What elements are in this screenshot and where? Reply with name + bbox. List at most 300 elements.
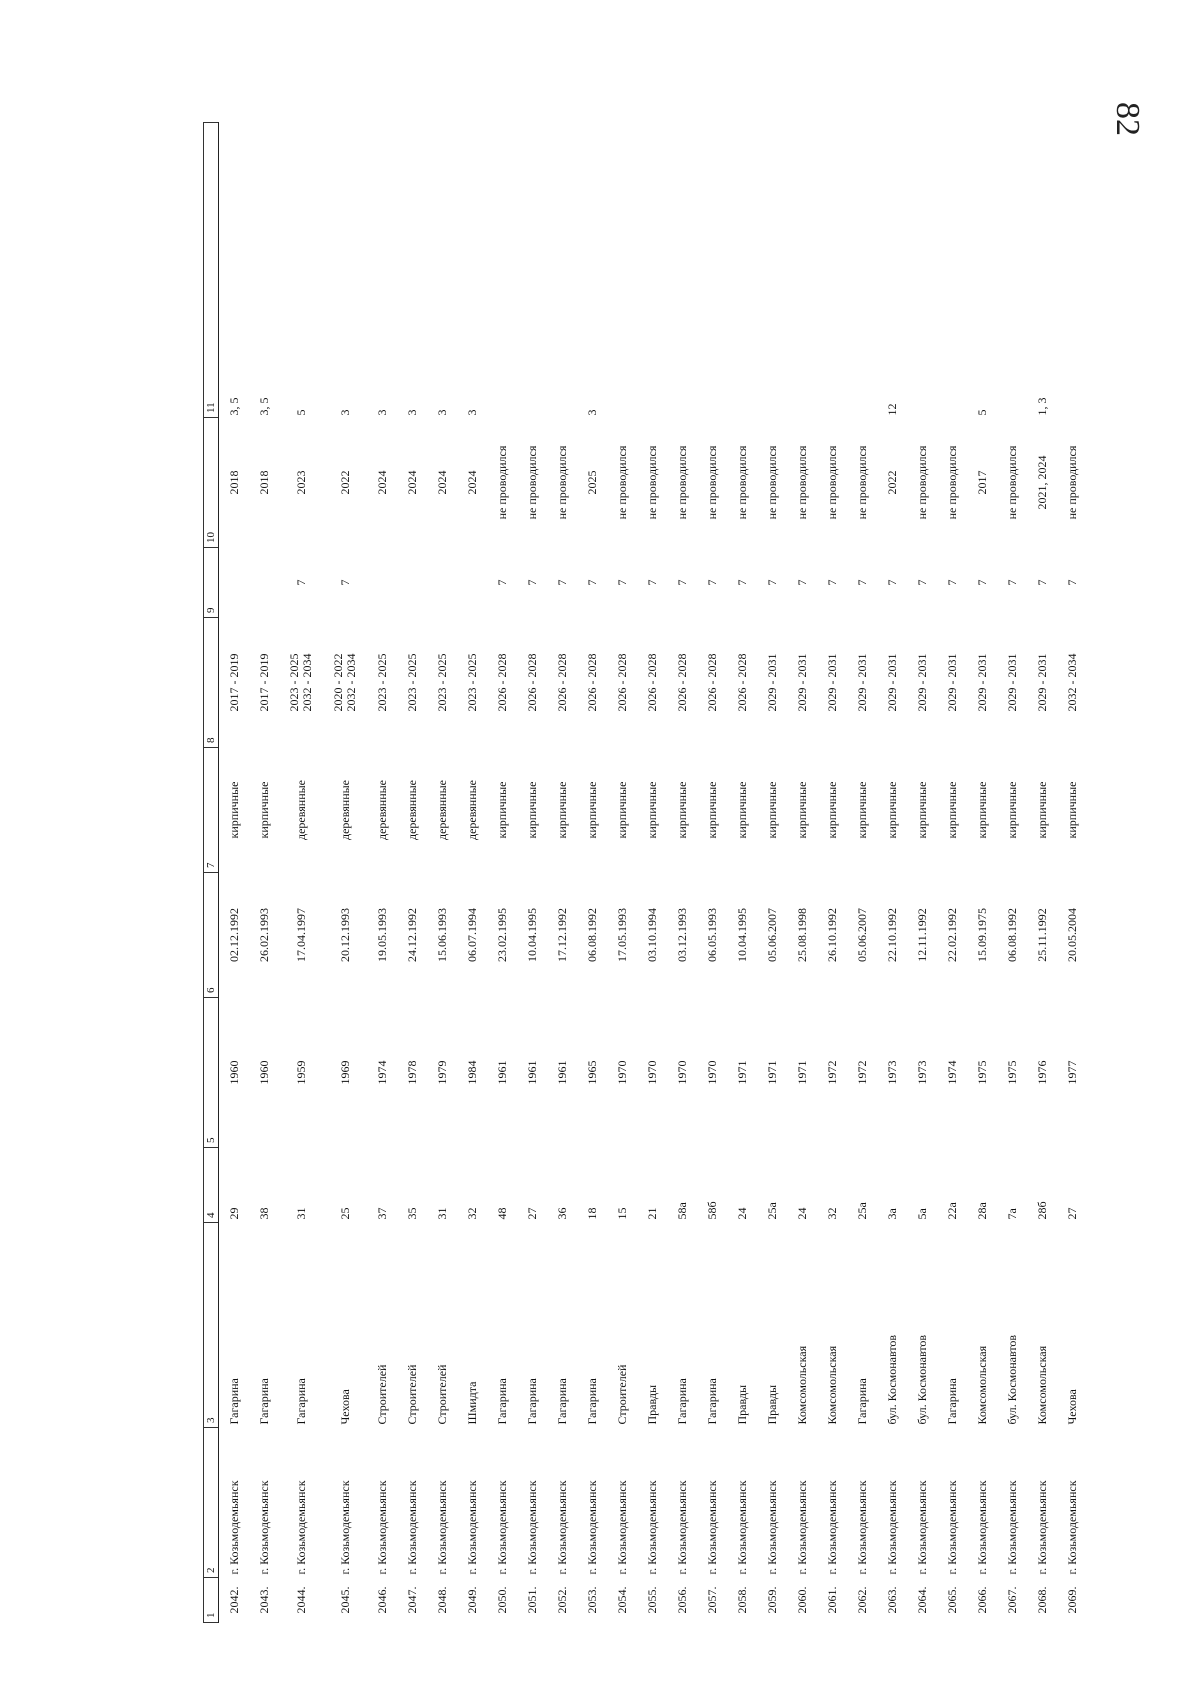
- wall-material-cell: кирпичные: [1004, 781, 1019, 839]
- repair-period-cell: 2023 - 2025: [404, 653, 419, 712]
- col-header-3: 3: [204, 1223, 219, 1428]
- row-number-cell: 2062.: [854, 1586, 869, 1614]
- col9-cell: 7: [554, 579, 569, 586]
- city-cell: г. Козьмодемьянск: [293, 1480, 308, 1575]
- date-cell: 22.02.1992: [944, 908, 959, 962]
- row-number-cell: 2050.: [494, 1586, 509, 1614]
- date-cell: 15.09.1975: [974, 908, 989, 962]
- col-header-4: 4: [204, 1148, 219, 1223]
- last-repair-cell: не проводился: [524, 445, 539, 520]
- wall-material-cell: кирпичные: [854, 781, 869, 839]
- date-cell: 17.05.1993: [614, 908, 629, 962]
- city-cell: г. Козьмодемьянск: [1034, 1480, 1049, 1575]
- last-repair-cell: не проводился: [944, 445, 959, 520]
- street-cell: Правды: [764, 1384, 779, 1425]
- row-number-cell: 2061.: [824, 1586, 839, 1614]
- house-number-cell: 35: [404, 1207, 419, 1220]
- house-number-cell: 27: [524, 1207, 539, 1220]
- repair-period-cell: 2023 - 2025 2032 - 2034: [287, 653, 314, 712]
- house-number-cell: 5а: [914, 1208, 929, 1220]
- street-cell: Гагарина: [554, 1378, 569, 1425]
- col11-cell: [637, 123, 667, 418]
- house-number-cell: 38: [256, 1207, 271, 1220]
- col-header-5: 5: [204, 998, 219, 1148]
- wall-material-cell: кирпичные: [824, 781, 839, 839]
- street-cell: Правды: [644, 1384, 659, 1425]
- col11-cell: [517, 123, 547, 418]
- last-repair-cell: 2023: [293, 470, 308, 495]
- last-repair-cell: 2022: [337, 470, 352, 495]
- row-number-cell: 2058.: [734, 1586, 749, 1614]
- build-year-cell: 1972: [854, 1060, 869, 1085]
- build-year-cell: 1973: [914, 1060, 929, 1085]
- col9-cell: 7: [764, 579, 779, 586]
- col-header-7: 7: [204, 748, 219, 873]
- street-cell: Строителей: [404, 1364, 419, 1425]
- col9-cell: [427, 548, 457, 618]
- city-cell: г. Козьмодемьянск: [914, 1480, 929, 1575]
- street-cell: Гагарина: [944, 1378, 959, 1425]
- row-number-cell: 2066.: [974, 1586, 989, 1614]
- repair-period-cell: 2026 - 2028: [494, 653, 509, 712]
- table-row: [397, 123, 427, 1623]
- build-year-cell: 1970: [644, 1060, 659, 1085]
- col9-cell: 7: [1064, 579, 1079, 586]
- house-number-cell: 29: [226, 1207, 241, 1220]
- col9-cell: 7: [293, 579, 308, 586]
- row-number-cell: 2046.: [374, 1586, 389, 1614]
- table-row: [697, 123, 727, 1623]
- house-number-cell: 22а: [944, 1202, 959, 1220]
- row-number-cell: 2060.: [794, 1586, 809, 1614]
- table-row: [323, 123, 367, 1623]
- row-number-cell: 2059.: [764, 1586, 779, 1614]
- wall-material-cell: деревянные: [404, 779, 419, 841]
- table-row: [667, 123, 697, 1623]
- col11-cell: [847, 123, 877, 418]
- table-row: [547, 123, 577, 1623]
- col-header-1: 1: [204, 1578, 219, 1623]
- city-cell: г. Козьмодемьянск: [434, 1480, 449, 1575]
- city-cell: г. Козьмодемьянск: [974, 1480, 989, 1575]
- city-cell: г. Козьмодемьянск: [854, 1480, 869, 1575]
- house-number-cell: 28б: [1034, 1201, 1049, 1220]
- house-number-cell: 31: [434, 1207, 449, 1220]
- last-repair-cell: 2017: [974, 470, 989, 495]
- col11-cell: 3: [374, 409, 389, 416]
- repair-period-cell: 2029 - 2031: [944, 653, 959, 712]
- last-repair-cell: не проводился: [704, 445, 719, 520]
- table-row: [637, 123, 667, 1623]
- col9-cell: [219, 548, 250, 618]
- build-year-cell: 1971: [764, 1060, 779, 1085]
- street-cell: Комсомольская: [974, 1345, 989, 1425]
- table-row: [727, 123, 757, 1623]
- col9-cell: 7: [974, 579, 989, 586]
- street-cell: Гагарина: [256, 1378, 271, 1425]
- row-number-cell: 2064.: [914, 1586, 929, 1614]
- col9-cell: 7: [337, 579, 352, 586]
- date-cell: 06.08.1992: [584, 908, 599, 962]
- city-cell: г. Козьмодемьянск: [884, 1480, 899, 1575]
- house-number-cell: 7а: [1004, 1208, 1019, 1220]
- date-cell: 20.05.2004: [1064, 908, 1079, 962]
- last-repair-cell: 2024: [404, 470, 419, 495]
- city-cell: г. Козьмодемьянск: [337, 1480, 352, 1575]
- col11-cell: 3, 5: [226, 397, 241, 416]
- wall-material-cell: деревянные: [293, 779, 308, 841]
- city-cell: г. Козьмодемьянск: [764, 1480, 779, 1575]
- build-year-cell: 1979: [434, 1060, 449, 1085]
- repair-period-cell: 2029 - 2031: [794, 653, 809, 712]
- last-repair-cell: не проводился: [764, 445, 779, 520]
- date-cell: 10.04.1995: [524, 908, 539, 962]
- street-cell: Гагарина: [524, 1378, 539, 1425]
- col11-cell: [817, 123, 847, 418]
- repair-period-cell: 2026 - 2028: [524, 653, 539, 712]
- street-cell: Гагарина: [584, 1378, 599, 1425]
- city-cell: г. Козьмодемьянск: [1004, 1480, 1019, 1575]
- wall-material-cell: кирпичные: [494, 781, 509, 839]
- col9-cell: 7: [614, 579, 629, 586]
- row-number-cell: 2067.: [1004, 1586, 1019, 1614]
- wall-material-cell: кирпичные: [944, 781, 959, 839]
- col11-cell: [937, 123, 967, 418]
- col11-cell: [1057, 123, 1087, 418]
- table-body: [219, 123, 1088, 1623]
- build-year-cell: 1961: [524, 1060, 539, 1085]
- last-repair-cell: не проводился: [734, 445, 749, 520]
- wall-material-cell: кирпичные: [704, 781, 719, 839]
- table-row: [249, 123, 279, 1623]
- row-number-cell: 2068.: [1034, 1586, 1049, 1614]
- city-cell: г. Козьмодемьянск: [944, 1480, 959, 1575]
- city-cell: г. Козьмодемьянск: [256, 1480, 271, 1575]
- date-cell: 25.11.1992: [1034, 908, 1049, 962]
- col9-cell: 7: [794, 579, 809, 586]
- wall-material-cell: деревянные: [374, 779, 389, 841]
- repair-period-cell: 2029 - 2031: [1004, 653, 1019, 712]
- table-row: [487, 123, 517, 1623]
- repair-period-cell: 2026 - 2028: [704, 653, 719, 712]
- table-row: [907, 123, 937, 1623]
- col11-cell: 5: [974, 409, 989, 416]
- col11-cell: 3: [337, 409, 352, 416]
- city-cell: г. Козьмодемьянск: [704, 1480, 719, 1575]
- repair-period-cell: 2029 - 2031: [974, 653, 989, 712]
- table-row: [997, 123, 1027, 1623]
- build-year-cell: 1961: [554, 1060, 569, 1085]
- last-repair-cell: 2022: [884, 470, 899, 495]
- wall-material-cell: кирпичные: [554, 781, 569, 839]
- wall-material-cell: кирпичные: [674, 781, 689, 839]
- table-row: [517, 123, 547, 1623]
- wall-material-cell: кирпичные: [794, 781, 809, 839]
- city-cell: г. Козьмодемьянск: [464, 1480, 479, 1575]
- repair-period-cell: 2026 - 2028: [674, 653, 689, 712]
- date-cell: 03.12.1993: [674, 908, 689, 962]
- wall-material-cell: деревянные: [464, 779, 479, 841]
- repair-period-cell: 2026 - 2028: [554, 653, 569, 712]
- street-cell: Комсомольская: [1034, 1345, 1049, 1425]
- build-year-cell: 1960: [226, 1060, 241, 1085]
- col9-cell: 7: [644, 579, 659, 586]
- col11-cell: 1, 3: [1034, 397, 1049, 416]
- wall-material-cell: кирпичные: [226, 781, 241, 839]
- city-cell: г. Козьмодемьянск: [374, 1480, 389, 1575]
- house-number-cell: 32: [464, 1207, 479, 1220]
- row-number-cell: 2047.: [404, 1586, 419, 1614]
- col11-cell: 3: [584, 409, 599, 416]
- table-row: [1027, 123, 1057, 1623]
- table-row: [877, 123, 907, 1623]
- build-year-cell: 1969: [337, 1060, 352, 1085]
- street-cell: Комсомольская: [824, 1345, 839, 1425]
- house-number-cell: 25а: [764, 1202, 779, 1220]
- city-cell: г. Козьмодемьянск: [524, 1480, 539, 1575]
- col11-cell: 3: [434, 409, 449, 416]
- col-header-9: 9: [204, 548, 219, 618]
- date-cell: 06.05.1993: [704, 908, 719, 962]
- col9-cell: 7: [884, 579, 899, 586]
- street-cell: Строителей: [374, 1364, 389, 1425]
- street-cell: Чехова: [1064, 1389, 1079, 1425]
- date-cell: 06.08.1992: [1004, 908, 1019, 962]
- date-cell: 26.10.1992: [824, 908, 839, 962]
- repair-period-cell: 2029 - 2031: [1034, 653, 1049, 712]
- table-row: [847, 123, 877, 1623]
- repair-period-cell: 2029 - 2031: [914, 653, 929, 712]
- table-row: [1057, 123, 1087, 1623]
- house-number-cell: 31: [293, 1207, 308, 1220]
- table-row: [577, 123, 607, 1623]
- last-repair-cell: не проводился: [674, 445, 689, 520]
- street-cell: Гагарина: [674, 1378, 689, 1425]
- last-repair-cell: не проводился: [554, 445, 569, 520]
- house-number-cell: 58б: [704, 1201, 719, 1220]
- build-year-cell: 1978: [404, 1060, 419, 1085]
- col9-cell: 7: [854, 579, 869, 586]
- last-repair-cell: не проводился: [494, 445, 509, 520]
- build-year-cell: 1974: [374, 1060, 389, 1085]
- row-number-cell: 2042.: [226, 1586, 241, 1614]
- build-year-cell: 1960: [256, 1060, 271, 1085]
- street-cell: Гагарина: [854, 1378, 869, 1425]
- row-number-cell: 2049.: [464, 1586, 479, 1614]
- house-number-cell: 21: [644, 1207, 659, 1220]
- city-cell: г. Козьмодемьянск: [494, 1480, 509, 1575]
- repair-period-cell: 2023 - 2025: [464, 653, 479, 712]
- col11-cell: [667, 123, 697, 418]
- buildings-table: [203, 122, 1087, 1623]
- last-repair-cell: 2025: [584, 470, 599, 495]
- col-header-6: 6: [204, 873, 219, 998]
- street-cell: Гагарина: [494, 1378, 509, 1425]
- wall-material-cell: кирпичные: [524, 781, 539, 839]
- col9-cell: 7: [1034, 579, 1049, 586]
- street-cell: бул. Космонавтов: [1004, 1334, 1019, 1425]
- build-year-cell: 1971: [794, 1060, 809, 1085]
- date-cell: 22.10.1992: [884, 908, 899, 962]
- wall-material-cell: кирпичные: [884, 781, 899, 839]
- street-cell: Гагарина: [293, 1378, 308, 1425]
- col-header-8: 8: [204, 618, 219, 748]
- date-cell: 17.12.1992: [554, 908, 569, 962]
- date-cell: 05.06.2007: [854, 908, 869, 962]
- wall-material-cell: кирпичные: [734, 781, 749, 839]
- build-year-cell: 1976: [1034, 1060, 1049, 1085]
- col9-cell: [249, 548, 279, 618]
- build-year-cell: 1970: [704, 1060, 719, 1085]
- repair-period-cell: 2026 - 2028: [584, 653, 599, 712]
- row-number-cell: 2063.: [884, 1586, 899, 1614]
- table-row: [967, 123, 997, 1623]
- col9-cell: 7: [734, 579, 749, 586]
- city-cell: г. Козьмодемьянск: [794, 1480, 809, 1575]
- house-number-cell: 18: [584, 1207, 599, 1220]
- build-year-cell: 1970: [614, 1060, 629, 1085]
- table-row: [457, 123, 487, 1623]
- last-repair-cell: не проводился: [794, 445, 809, 520]
- house-number-cell: 24: [794, 1207, 809, 1220]
- col11-cell: [997, 123, 1027, 418]
- city-cell: г. Козьмодемьянск: [404, 1480, 419, 1575]
- house-number-cell: 25: [337, 1207, 352, 1220]
- build-year-cell: 1973: [884, 1060, 899, 1085]
- last-repair-cell: не проводился: [614, 445, 629, 520]
- house-number-cell: 37: [374, 1207, 389, 1220]
- city-cell: г. Козьмодемьянск: [226, 1480, 241, 1575]
- house-number-cell: 28а: [974, 1202, 989, 1220]
- col11-cell: 3: [464, 409, 479, 416]
- date-cell: 26.02.1993: [256, 908, 271, 962]
- date-cell: 24.12.1992: [404, 908, 419, 962]
- row-number-cell: 2055.: [644, 1586, 659, 1614]
- col11-cell: [757, 123, 787, 418]
- wall-material-cell: кирпичные: [584, 781, 599, 839]
- house-number-cell: 27: [1064, 1207, 1079, 1220]
- row-number-cell: 2044.: [293, 1586, 308, 1614]
- repair-period-cell: 2023 - 2025: [374, 653, 389, 712]
- table-row: [367, 123, 397, 1623]
- street-cell: Шмидта: [464, 1381, 479, 1425]
- city-cell: г. Козьмодемьянск: [734, 1480, 749, 1575]
- col9-cell: 7: [704, 579, 719, 586]
- row-number-cell: 2052.: [554, 1586, 569, 1614]
- date-cell: 17.04.1997: [293, 908, 308, 962]
- header-row: [204, 123, 219, 1623]
- wall-material-cell: кирпичные: [764, 781, 779, 839]
- build-year-cell: 1961: [494, 1060, 509, 1085]
- row-number-cell: 2043.: [256, 1586, 271, 1614]
- repair-period-cell: 2029 - 2031: [854, 653, 869, 712]
- wall-material-cell: кирпичные: [914, 781, 929, 839]
- repair-period-cell: 2026 - 2028: [614, 653, 629, 712]
- city-cell: г. Козьмодемьянск: [824, 1480, 839, 1575]
- last-repair-cell: 2021, 2024: [1034, 455, 1049, 510]
- city-cell: г. Козьмодемьянск: [584, 1480, 599, 1575]
- street-cell: бул. Космонавтов: [914, 1334, 929, 1425]
- row-number-cell: 2053.: [584, 1586, 599, 1614]
- col9-cell: [397, 548, 427, 618]
- repair-period-cell: 2017 - 2019: [226, 653, 241, 712]
- col11-cell: 5: [293, 409, 308, 416]
- build-year-cell: 1984: [464, 1060, 479, 1085]
- col11-cell: [907, 123, 937, 418]
- date-cell: 25.08.1998: [794, 908, 809, 962]
- row-number-cell: 2054.: [614, 1586, 629, 1614]
- row-number-cell: 2057.: [704, 1586, 719, 1614]
- last-repair-cell: 2024: [434, 470, 449, 495]
- repair-period-cell: 2017 - 2019: [256, 653, 271, 712]
- date-cell: 19.05.1993: [374, 908, 389, 962]
- table-row: [607, 123, 637, 1623]
- col9-cell: 7: [944, 579, 959, 586]
- col9-cell: 7: [524, 579, 539, 586]
- last-repair-cell: 2018: [226, 470, 241, 495]
- date-cell: 03.10.1994: [644, 908, 659, 962]
- col9-cell: 7: [1004, 579, 1019, 586]
- repair-period-cell: 2029 - 2031: [884, 653, 899, 712]
- col-header-10: 10: [204, 418, 219, 548]
- house-number-cell: 32: [824, 1207, 839, 1220]
- col-header-11: 11: [204, 123, 219, 418]
- col9-cell: [367, 548, 397, 618]
- col11-cell: 3: [404, 409, 419, 416]
- city-cell: г. Козьмодемьянск: [644, 1480, 659, 1575]
- last-repair-cell: 2024: [374, 470, 389, 495]
- build-year-cell: 1965: [584, 1060, 599, 1085]
- wall-material-cell: кирпичные: [1034, 781, 1049, 839]
- street-cell: Комсомольская: [794, 1345, 809, 1425]
- build-year-cell: 1972: [824, 1060, 839, 1085]
- repair-period-cell: 2020 - 2022 2032 - 2034: [331, 653, 358, 712]
- repair-period-cell: 2026 - 2028: [644, 653, 659, 712]
- build-year-cell: 1975: [974, 1060, 989, 1085]
- date-cell: 20.12.1993: [337, 908, 352, 962]
- col11-cell: 3, 5: [256, 397, 271, 416]
- date-cell: 12.11.1992: [914, 908, 929, 962]
- last-repair-cell: не проводился: [644, 445, 659, 520]
- wall-material-cell: деревянные: [337, 779, 352, 841]
- street-cell: Гагарина: [704, 1378, 719, 1425]
- date-cell: 15.06.1993: [434, 908, 449, 962]
- row-number-cell: 2051.: [524, 1586, 539, 1614]
- col11-cell: [697, 123, 727, 418]
- col-header-2: 2: [204, 1428, 219, 1578]
- col9-cell: 7: [674, 579, 689, 586]
- wall-material-cell: кирпичные: [256, 781, 271, 839]
- repair-period-cell: 2032 - 2034: [1064, 653, 1079, 712]
- col11-cell: 12: [884, 403, 899, 416]
- last-repair-cell: не проводился: [914, 445, 929, 520]
- wall-material-cell: деревянные: [434, 779, 449, 841]
- date-cell: 10.04.1995: [734, 908, 749, 962]
- build-year-cell: 1971: [734, 1060, 749, 1085]
- house-number-cell: 25а: [854, 1202, 869, 1220]
- table-row: [219, 123, 250, 1623]
- col11-cell: [727, 123, 757, 418]
- repair-period-cell: 2023 - 2025: [434, 653, 449, 712]
- street-cell: Чехова: [337, 1389, 352, 1425]
- wall-material-cell: кирпичные: [974, 781, 989, 839]
- wall-material-cell: кирпичные: [614, 781, 629, 839]
- row-number-cell: 2056.: [674, 1586, 689, 1614]
- last-repair-cell: 2018: [256, 470, 271, 495]
- house-number-cell: 48: [494, 1207, 509, 1220]
- table-row: [787, 123, 817, 1623]
- row-number-cell: 2069.: [1064, 1586, 1079, 1614]
